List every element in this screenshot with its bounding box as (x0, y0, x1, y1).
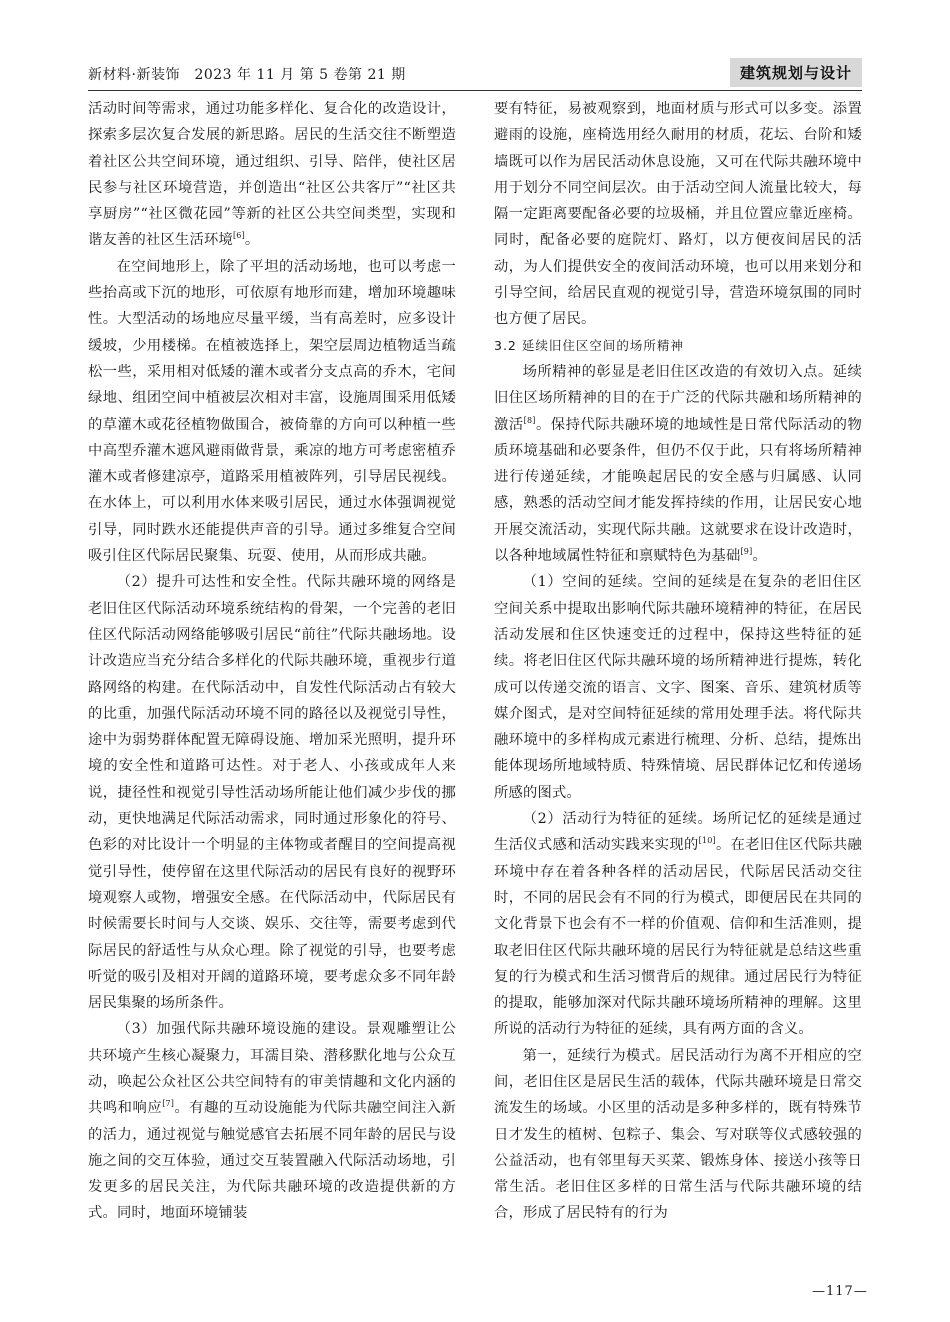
citation: [8] (523, 415, 536, 425)
paragraph: 场所精神的彰显是老旧住区改造的有效切入点。延续旧住区场所精神的目的在于广泛的代际共融和场所精神的激活[8]。保持代际共融环境的地域性是日常代际活动的物质环境基础和必要条件，但仍不仅于此，只有将场所精神进行传递延续，才能唤起居民的安全感与归属感、认同感，熟悉的活动空间才能发挥持续的作用，让居民安心地开展交流活动，实现代际共融。这就要求在设计改造时，以各种地域属性特征和禀赋特色为基础[9]。 (494, 363, 862, 565)
paragraph: 在空间地形上，除了平坦的活动场地，也可以考虑一些抬高或下沉的地形，可依原有地形而建，增加环境趣味性。大型活动的场地应尽量平缓，当有高差时，应多设计缓坡，少用楼梯。在植被选择上，架空层周边植物适当疏松一些，采用相对低矮的灌木或者分支点高的乔木，宅间绿地、组团空间中植被层次相对丰富，设施周围采用低矮的草灌木或花径植物做围合，被倚靠的方向可以种植一些中高型乔灌木遮风避雨做背景，乘凉的地方可考虑密植乔灌木或者修建凉亭，道路采用植被阵列，引导居民视线。在水体上，可以利用水体来吸引居民，通过水体强调视觉引导，同时跌水还能提供声音的引导。通过多维复合空间吸引住区代际居民聚集、玩耍、使用，从而形成共融。 (88, 258, 456, 565)
page-header (88, 58, 862, 88)
paragraph: 第一，延续行为模式。居民活动行为离不开相应的空间，老旧住区是居民生活的载体，代际共融环境是日常交流发生的场域。小区里的活动是多种多样的，既有特殊节日才发生的植树、包粽子、集会、写对联等仪式感较强的公益活动，也有邻里每天买菜、锻炼身体、接送小孩等日常生活。老旧住区多样的日常生活与代际共融环境的结合，形成了居民特有的行为 (494, 1047, 862, 1222)
paragraph: 活动时间等需求，通过功能多样化、复合化的改造设计，探索多层次复合发展的新思路。居民的生活交往不断塑造着社区公共空间环境，通过组织、引导、陪伴，使社区居民参与社区环境营造，并创造出“社区公共客厅”“社区共享厨房”“社区微花园”等新的社区公共空间类型，实现和谐友善的社区生活环境[6]。 (88, 101, 456, 249)
citation: [10] (698, 836, 716, 846)
paragraph: （2）提升可达性和安全性。代际共融环境的网络是老旧住区代际活动环境系统结构的骨架，一个完善的老旧住区代际活动网络能够吸引居民“前往”代际共融场地。设计改造应当充分结合多样化的代际共融环境，重视步行道路网络的构建。在代际活动中，自发性代际活动占有较大的比重，加强代际活动环境不同的路径以及视觉引导性，途中为弱势群体配置无障碍设施、增加采光照明，提升环境的安全性和道路可达性。对于老人、小孩或成年人来说，捷径性和视觉引导性活动场所能让他们减少步伐的挪动，更快地满足代际活动需求，同时通过形象化的符号、色彩的对比设计一个明显的主体物或者醒目的空间提高视觉引导性，使停留在这里代际活动的居民有良好的视野环境观察人或物，增强安全感。在代际活动中，代际居民有时候需要长时间与人交谈、娱乐、交往等，需要考虑到代际居民的舒适性与从众心理。除了视觉的引导，也要考虑听觉的吸引及相对开阔的道路环境，要考虑众多不同年龄居民集聚的场所条件。 (88, 574, 456, 1012)
section-label: 建筑规划与设计 (730, 58, 862, 87)
citation: [9] (740, 547, 753, 557)
paragraph: （3）加强代际共融环境设施的建设。景观雕塑让公共环境产生核心凝聚力，耳濡目染、潜移默化地与公众互动，唤起公众社区公共空间特有的审美情趣和文化内涵的共鸣和响应[7]。有趣的互动设施能为代际共融空间注入新的活力，通过视觉与触觉感官去拓展不同年龄的居民与设施之间的交互体验，通过交互装置融入代际活动场地，引发更多的居民关注，为代际共融环境的改造提供新的方式。同时，地面环境铺装 (88, 1021, 456, 1222)
left-column (88, 96, 456, 1227)
paragraph: （2）活动行为特征的延续。场所记忆的延续是通过生活仪式感和活动实践来实现的[10]。在老旧住区代际共融环境中存在着各种各样的活动居民，代际居民活动交往时，不同的居民会有不同的行为模式，即便居民在共同的文化背景下也会有不一样的价值观、信仰和生活准则，提取老旧住区代际共融环境的居民行为特征就是总结这些重复的行为模式和生活习惯背后的规律。通过居民行为特征的提取，能够加深对代际共融环境场所精神的理解。这里所说的活动行为特征的延续，具有两方面的含义。 (494, 811, 862, 1038)
citation: [6] (232, 231, 245, 241)
paragraph: （1）空间的延续。空间的延续是在复杂的老旧住区空间关系中提取出影响代际共融环境精神的特征，在居民活动发展和住区快速变迁的过程中，保持这些特征的延续。将老旧住区代际共融环境的场所精神进行提炼，转化成可以传递交流的语言、文字、图案、音乐、建筑材质等媒介图式，是对空间特征延续的常用处理手法。将代际共融环境中的多样构成元素进行梳理、分析、总结，提炼出能体现场所地域特质、特殊情境、居民群体记忆和传递场所感的图式。 (494, 574, 862, 801)
journal-info: 新材料·新装饰 2023 年 11 月 第 5 卷第 21 期 (88, 67, 406, 83)
page-number: —117— (812, 1284, 868, 1299)
header-rule (88, 90, 862, 91)
section-heading: 3.2 延续旧住区空间的场所精神 (494, 337, 684, 353)
paragraph: 要有特征，易被观察到，地面材质与形式可以多变。添置避雨的设施，座椅选用经久耐用的材质，花坛、台阶和矮墙既可以作为居民活动休息设施，又可在代际共融环境中用于划分不同空间层次。由于活动空间人流量比较大，每隔一定距离要配备必要的垃圾桶，并且位置应靠近座椅。同时，配备必要的庭院灯、路灯，以方便夜间居民的活动，为人们提供安全的夜间活动环境，也可以用来划分和引导空间，给居民直观的视觉引导，营造环境氛围的同时也方便了居民。 (494, 101, 862, 328)
citation: [7] (162, 1099, 175, 1109)
right-column (494, 96, 862, 1227)
